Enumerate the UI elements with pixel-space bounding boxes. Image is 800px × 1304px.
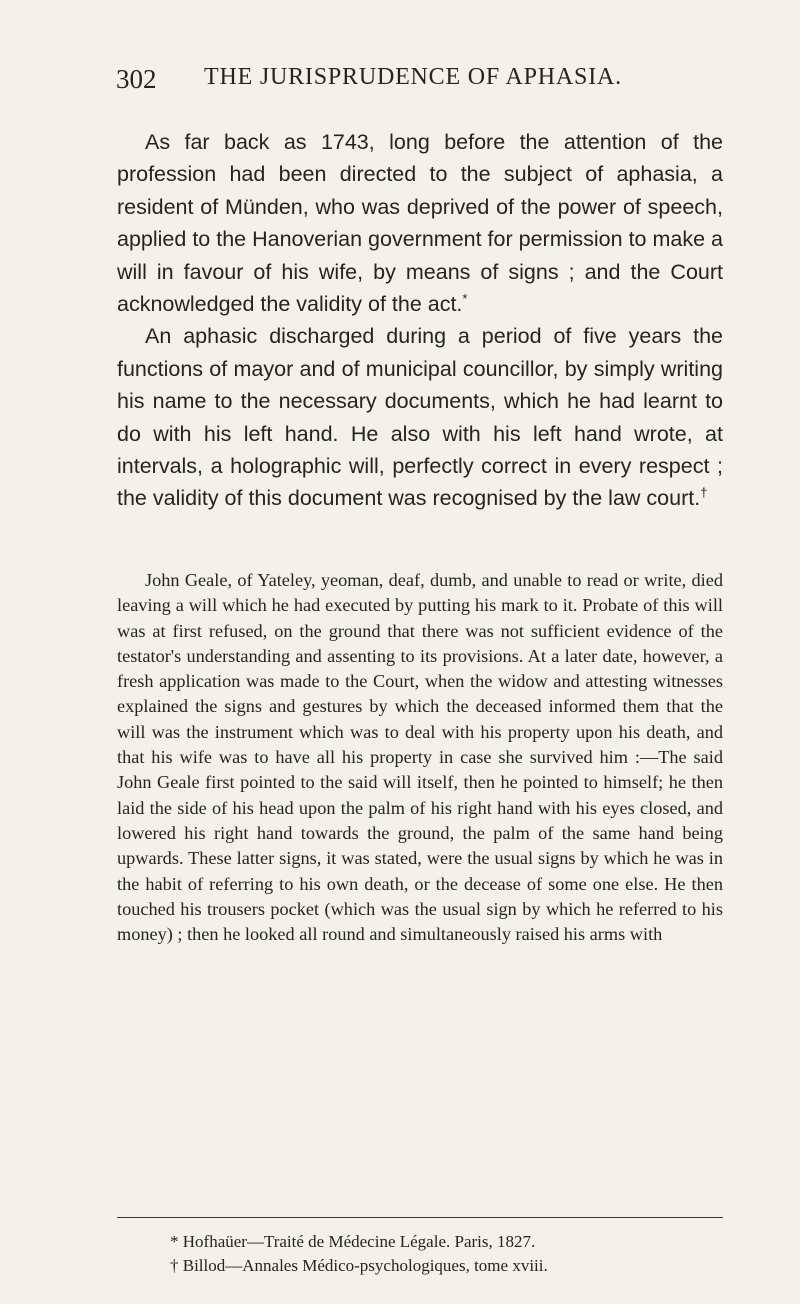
footnotes	[170, 1230, 730, 1278]
paragraph-1	[117, 126, 723, 320]
quoted-case-paragraph: John Geale, of Yateley, yeoman, deaf, dumb, and unable to read or write, died leaving a will which he had executed by putting his mark to it. Probate of this will was at first refused, on the ground that there was not sufficient evidence of the testator's understanding and assenting to its provisions. At a later date, however, a fresh application was made to the Court, when the widow and attesting witnesses explained the signs and gestures by which the deceased informed them that the will was the instrument which was to deal with his property upon his death, and that his wife was to have all his property in case she survived him :—The said John Geale first pointed to the said will itself, then he pointed to himself; he then laid the side of his head upon the palm of his right hand with his eyes closed, and lowered his right hand towards the ground, the palm of the same hand being upwards. These latter signs, it was stated, were the usual signs by which he was in the habit of referring to his own death, or the decease of some one else. He then touched his trousers pocket (which was the usual sign by which he referred to his money) ; then he looked all round and simultaneously raised his arms with	[117, 570, 723, 945]
footnote-marker-dagger: †	[700, 485, 708, 501]
running-title: THE JURISPRUDENCE OF APHASIA.	[204, 64, 622, 90]
paragraph-2-text: An aphasic discharged during a period of five years the functions of mayor and of municipal councillor, by simply writing his name to the necessary documents, which he had learnt to do with his left hand. He also with his left hand wrote, at intervals, a holographic will, perfectly correct in every respect ; the validity of this document was recognised by the law court.	[117, 324, 723, 511]
footnote-rule	[117, 1217, 723, 1218]
paragraph-2	[117, 320, 723, 514]
page-number: 302	[116, 64, 157, 94]
quoted-case	[117, 568, 723, 947]
running-head	[116, 64, 726, 100]
footnote-1: * Hofhaüer—Traité de Médecine Légale. Paris, 1827.	[170, 1232, 536, 1251]
footnote-2: † Billod—Annales Médico-psychologiques, tome xviii.	[170, 1256, 548, 1275]
main-text	[117, 126, 723, 515]
footnote-marker-asterisk: *	[462, 290, 468, 306]
paragraph-1-text: As far back as 1743, long before the attention of the profession had been directed to the subject of aphasia, a resident of Münden, who was deprived of the power of speech, applied to the Hanoverian government for permission to make a will in favour of his wife, by means of signs ; and the Court acknowledged the validity of the act.	[117, 130, 723, 317]
